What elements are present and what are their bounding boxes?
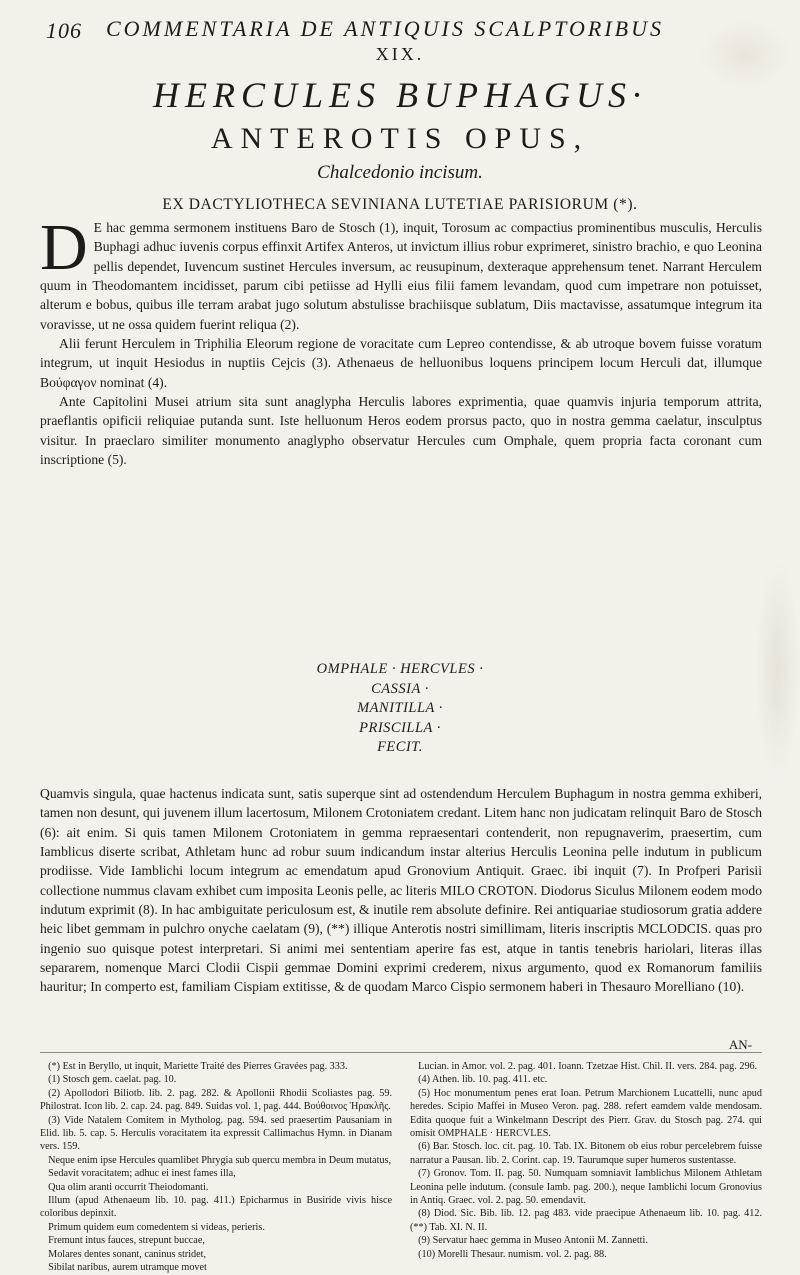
- tagline: Chalcedonio incisum.: [317, 162, 483, 183]
- footnote: Primum quidem eum comedentem si videas, perieris.: [48, 1221, 265, 1233]
- paragraph: Alii ferunt Herculem in Triphilia Eleorum regione de voracitate cum Lepreo contendisse, & ab utroque bovem fuisse voratum integrum, ut inquit Hesiodus in nuptiis Cejcis (3). Athenaeus de helluonibus loquens principem locum Herculi dat, illumque Βούφαγον nominat (4).: [40, 336, 762, 390]
- inscription: [0, 660, 800, 758]
- source-line: EX DACTYLIOTHECA SEVINIANA LUTETIAE PARISIORUM (*).: [162, 196, 638, 213]
- footnote: (9) Servatur haec gemma in Museo Antonii M. Zannetti.: [418, 1235, 648, 1247]
- footnote: (1) Stosch gem. caelat. pag. 10.: [48, 1074, 177, 1086]
- body-text: [40, 211, 762, 469]
- footnote: Qua olim aranti occurrit Theiodomanti.: [48, 1181, 209, 1193]
- inscription-line: OMPHALE · HERCVLES ·: [316, 661, 484, 677]
- footnote-rule: [40, 1052, 762, 1053]
- paragraph: Quamvis singula, quae hactenus indicata sunt, satis superque sint ad ostendendum Herculem Buphagum in nostra gemma exhiberi, tamen non desunt, qui juvenem illum lacertosum, Milonem Crotoniatem credant. Litem hanc non judicatam relinquit Baro de Stosch (6): ait enim. Si quis tamen Milonem Crotoniatem in gemma repraesentari contenderit, non repugnaverim, praesertim, cum Iamblicus diserte scribat, Athletam hunc ad robur suum indicandum instar alterius Herculis Leonina pelle indutum in publicum prodiisse. Vide Iamblichi locum integrum ac emendatum apud Gronovium Antiquit. Graec. ibi inquit (7). In Profperi Parisii collectione nummus clavam exhibet cum imposita Leonis pelle, ac literis MILO CROTON. Diodorus Siculus Milonem eodem modo indutum exprimit (8). In hac ambiguitate periculosum est, & inutile rem absolute definire. Rei antiquariae studiosorum gratia addere heic libet gemmam in pulchro onyche caelatam (9), (**) illique Anterotis nostri simillimam, literis inscriptis MCLODCIS. quas pro ingenio suo quisque potest interpretari. Si animi mei sententiam aperire fas est, atque in tantis tenebris hariolari, literas illas separarem, nomenque Marci Clodii Cispii gemmae Domini exprimi crederem, nixus argumento, quod ex Romanorum familiis hauritur; In comperto est, familiam Cispiam extitisse, & de quodam Marco Cispio sermonem haberi in Thesauro Morelliano (10).: [40, 786, 762, 995]
- page-number: 106: [46, 18, 82, 43]
- running-title: COMMENTARIA DE ANTIQUIS SCALPTORIBUS: [106, 16, 664, 41]
- footnote: Lucian. in Amor. vol. 2. pag. 401. Ioann. Tzetzae Hist. Chil. II. vers. 284. pag. 296.: [418, 1061, 758, 1072]
- inscription-line: PRISCILLA ·: [359, 719, 441, 736]
- inscription-line: CASSIA ·: [371, 680, 429, 697]
- footnote: (6) Bar. Stosch. loc. cit. pag. 10. Tab. IX. Bitonem ob eius robur percelebrem fuisse narratur a Pausan. lib. 2. Corint. cap. 19. Taurumque super humeros sustentasse.: [410, 1141, 762, 1166]
- footnote: (7) Gronov. Tom. II. pag. 50. Numquam somniavit Iamblichus Milonem Athletam Leonina pelle indutum. (consule Iamb. pag. 200.), neque Iamblichi locum Gronovius in Antiq. Graec. vol. 2. pag. 50. emendavit.: [410, 1168, 762, 1207]
- chapter-number: XIX.: [375, 44, 425, 64]
- running-head: [46, 14, 760, 44]
- footnote: Illum (apud Athenaeum lib. 10. pag. 411.) Epicharmus in Busiride vivis hisce coloribus depinxit.: [40, 1195, 392, 1220]
- footnote: Sedavit voracitatem; adhuc ei inest fames illa,: [48, 1168, 236, 1180]
- inscription-line: FECIT.: [377, 739, 423, 755]
- body-text-continued: [40, 784, 762, 997]
- footnote: Fremunt intus fauces, strepunt buccae,: [48, 1235, 205, 1247]
- footnote: (3) Vide Natalem Comitem in Mytholog. pag. 594. sed praesertim Pausaniam in Elid. lib. 5. cap. 5. Herculis voracitatem ita expressit Callimachus Hymn. in Dianam vers. 159.: [40, 1114, 392, 1153]
- footnote: (8) Diod. Sic. Bib. lib. 12. pag 483. vide praecipue Athenaeum lib. 10. pag. 412. (**) Tab. XI. N. II.: [410, 1208, 762, 1233]
- footnote: Neque enim ipse Hercules quamlibet Phrygia sub quercu membra in Deum mutatus,: [48, 1154, 392, 1166]
- footnote: Sibilat naribus, aurem utramque movet: [48, 1262, 207, 1274]
- footnote: (4) Athen. lib. 10. pag. 411. etc.: [418, 1074, 548, 1086]
- footnote: (5) Hoc monumentum penes erat Ioan. Petrum Marchionem Lucattelli, nunc apud heredes. Scipio Maffei in Museo Veron. pag. 288. refert eamdem valde mendosam. Edita quoque fuit a Winkelmann Descript des Pierr. Grav. du Stosch pag. 274. qui omisit OMPHALE · HERCVLES.: [410, 1087, 762, 1140]
- main-title: HERCULES BUPHAGUS·: [153, 75, 647, 115]
- sub-title: ANTEROTIS OPUS,: [210, 122, 590, 155]
- footnote: (2) Apollodori Biliotb. lib. 2. pag. 282. & Apollonii Rhodii Scoliastes pag. 59. Philostrat. Icon lib. 2. cap. 24. pag. 849. Suidas vol. 1, pag. 444. Βούθοινος Ἡρακλῆς.: [40, 1087, 392, 1113]
- footnotes-right-column: [410, 1060, 762, 1261]
- footnotes-left-column: [40, 1060, 392, 1275]
- paragraph: Ante Capitolini Musei atrium sita sunt anaglypha Herculis labores exprimentia, quae quamvis injuria temporum attrita, praeflantis opificii reliquiae putanda sunt. Iste helluonum Heros eodem prorsus pacto, quo in nostra gemma caelatur, insculptus visitur. In praeclaro similiter monumento anaglypho observatur Hercules cum Omphale, quem propria facta coronant cum inscriptione (5).: [40, 394, 762, 468]
- inscription-line: MANITILLA ·: [357, 700, 443, 716]
- drop-cap: D: [40, 211, 88, 284]
- paragraph: [40, 211, 762, 334]
- footnote: (*) Est in Beryllo, ut inquit, Mariette Traité des Pierres Gravées pag. 333.: [48, 1061, 348, 1072]
- paragraph-text: E hac gemma sermonem instituens Baro de Stosch (1), inquit, Torosum ac compactius prominentibus musculis, Herculis Buphagi adhuc iuvenis corpus effinxit Artifex Anteros, ut invictum illius robur exprimeret, sinistro brachio, e quo Leonina pellis dependet, Iuvencum sustinet Hercules inversum, ac reusupinum, dexteraque apprehensum tenet. Narrant Herculem quum in Theodomantem incidisset, parum cibi petiisse ad Hylli eius filii famem levandam, quod cum impetrare non potuisset, alterum e bobus, quibus ille terram arabat jugo solutum abstulisse brachiisque sublatum, Diis mactavisse, assatumque integrum ita voravisse, ut ne ossa quidem fuerint reliqua (2).: [40, 220, 762, 332]
- catchword: AN-: [728, 1037, 752, 1052]
- footnote: (10) Morelli Thesaur. numism. vol. 2. pag. 88.: [418, 1248, 607, 1260]
- footnote: Molares dentes sonant, caninus stridet,: [48, 1248, 207, 1260]
